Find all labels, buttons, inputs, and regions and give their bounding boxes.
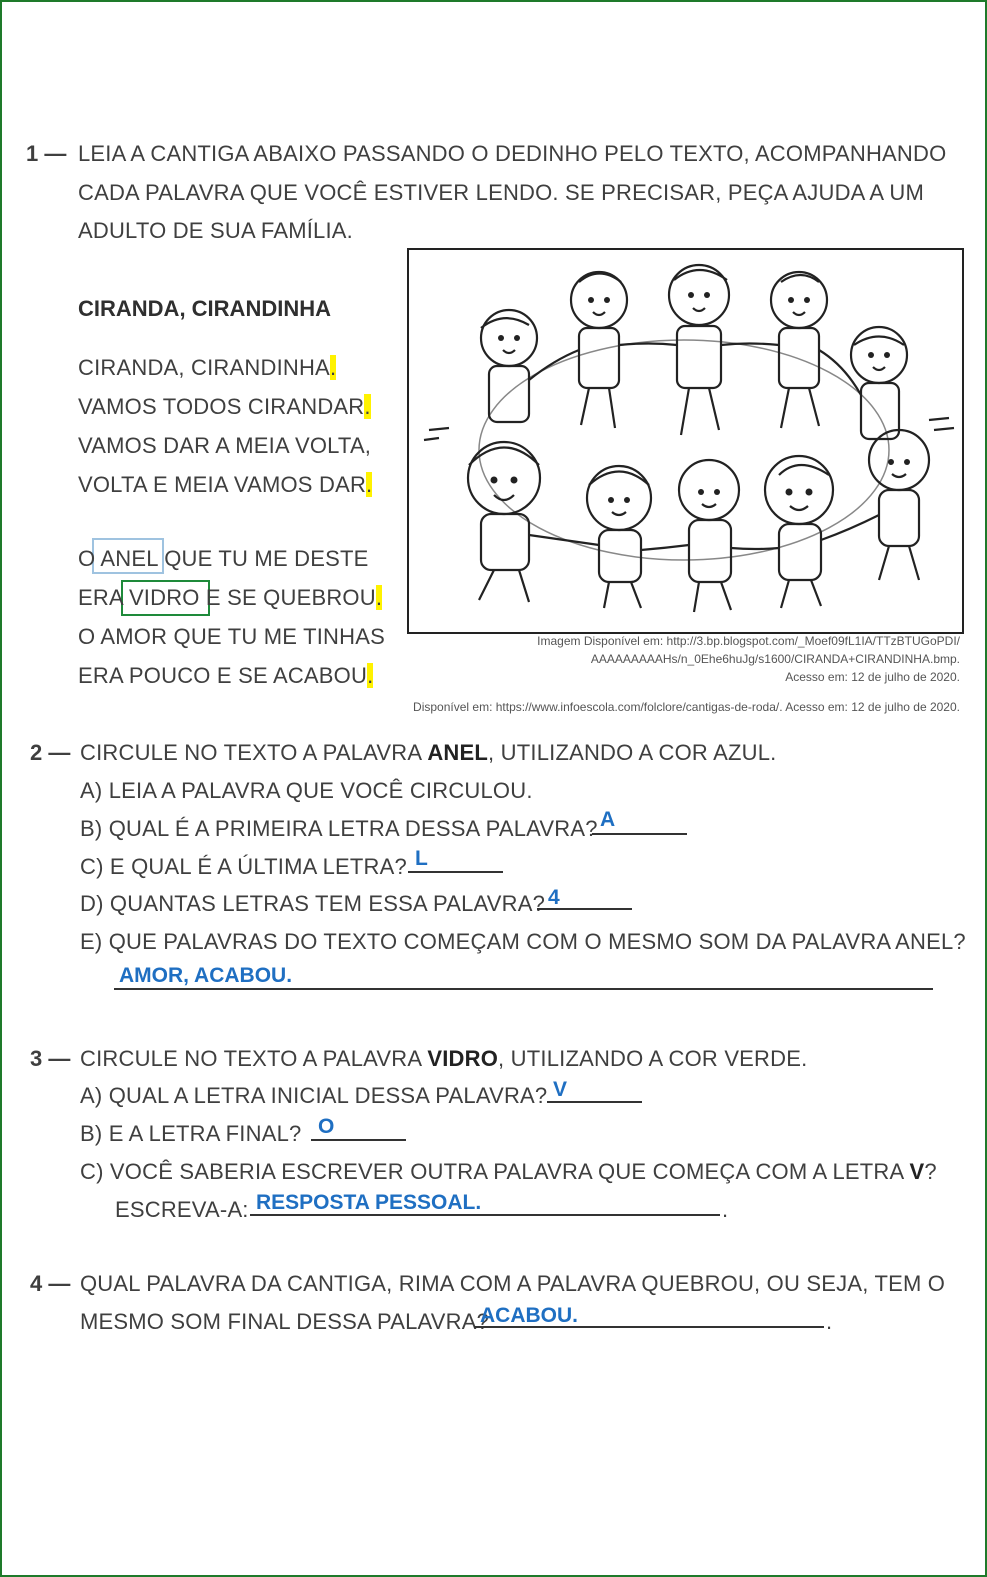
q3-c: C) VOCÊ SABERIA ESCREVER OUTRA PALAVRA QUE COMEÇA COM A LETRA V? xyxy=(80,1159,937,1184)
children-circle-drawing xyxy=(409,250,962,632)
q2-b-answer: A xyxy=(600,808,616,831)
song-line-7: O AMOR QUE TU ME TINHAS xyxy=(78,624,385,649)
song-line-5: O ANEL QUE TU ME DESTE xyxy=(78,546,369,571)
q4-line-1: QUAL PALAVRA DA CANTIGA, RIMA COM A PALAVRA QUEBROU, OU SEJA, TEM O xyxy=(80,1271,946,1296)
q3-c-answer: RESPOSTA PESSOAL. xyxy=(256,1191,482,1214)
q1-line-1: LEIA A CANTIGA ABAIXO PASSANDO O DEDINHO PELO TEXTO, ACOMPANHANDO xyxy=(78,141,947,166)
word-vidro: VIDRO xyxy=(128,585,200,610)
q1-line-3: ADULTO DE SUA FAMÍLIA. xyxy=(78,218,353,243)
q3-c-prompt: ESCREVA-A: xyxy=(115,1197,249,1222)
q3-b: B) E A LETRA FINAL? xyxy=(80,1121,302,1146)
song-line-2: VAMOS TODOS CIRANDAR. xyxy=(78,394,371,419)
q2-e-answer-line[interactable] xyxy=(114,988,933,990)
q4-end: . xyxy=(826,1309,833,1334)
source-credit: Disponível em: https://www.infoescola.com/folclore/cantigas-de-roda/. Acesso em: 12 de julho de 2020. xyxy=(413,700,960,714)
image-credit-line-3: Acesso em: 12 de julho de 2020. xyxy=(785,670,960,684)
song-line-1: CIRANDA, CIRANDINHA. xyxy=(78,355,337,380)
q3-a: A) QUAL A LETRA INICIAL DESSA PALAVRA? xyxy=(80,1083,548,1108)
song-title: CIRANDA, CIRANDINHA xyxy=(78,296,331,321)
q2-d-answer: 4 xyxy=(548,886,560,909)
q4-line-2: MESMO SOM FINAL DESSA PALAVRA? xyxy=(80,1309,490,1334)
q2-c-answer-line[interactable] xyxy=(408,871,503,873)
q2-d: D) QUANTAS LETRAS TEM ESSA PALAVRA? xyxy=(80,891,546,916)
q2-e: E) QUE PALAVRAS DO TEXTO COMEÇAM COM O MESMO SOM DA PALAVRA ANEL? xyxy=(80,929,966,954)
q3-b-answer: O xyxy=(318,1115,335,1138)
image-credit-line-2: AAAAAAAAAHs/n_0Ehe6huJg/s1600/CIRANDA+CIRANDINHA.bmp. xyxy=(590,652,960,666)
q3-c-end: . xyxy=(722,1197,729,1222)
q2-b-answer-line[interactable] xyxy=(592,833,687,835)
q2-c: C) E QUAL É A ÚLTIMA LETRA? xyxy=(80,854,407,879)
q2-e-answer: AMOR, ACABOU. xyxy=(119,964,293,987)
image-credit-line-1: Imagem Disponível em: http://3.bp.blogspot.com/_Moef09fL1IA/TTzBTUGoPDI/ xyxy=(537,634,960,648)
q3-a-answer: V xyxy=(553,1078,568,1101)
q2-a: A) LEIA A PALAVRA QUE VOCÊ CIRCULOU. xyxy=(80,778,533,803)
song-line-6: ERA VIDRO E SE QUEBROU. xyxy=(78,585,383,610)
q2-text: CIRCULE NO TEXTO A PALAVRA ANEL, UTILIZANDO A COR AZUL. xyxy=(80,740,777,765)
word-anel: ANEL xyxy=(100,546,158,571)
q2-number: 2 — xyxy=(30,740,71,765)
ciranda-illustration xyxy=(407,248,964,634)
song-line-8: ERA POUCO E SE ACABOU. xyxy=(78,663,374,688)
song-line-3: VAMOS DAR A MEIA VOLTA, xyxy=(78,433,372,458)
q1-line-2: CADA PALAVRA QUE VOCÊ ESTIVER LENDO. SE PRECISAR, PEÇA AJUDA A UM xyxy=(78,180,925,205)
q2-b: B) QUAL É A PRIMEIRA LETRA DESSA PALAVRA? xyxy=(80,816,598,841)
q4-number: 4 — xyxy=(30,1271,71,1296)
q4-answer: ACABOU. xyxy=(480,1304,578,1327)
q3-text: CIRCULE NO TEXTO A PALAVRA VIDRO, UTILIZANDO A COR VERDE. xyxy=(80,1046,808,1071)
q3-number: 3 — xyxy=(30,1046,71,1071)
q3-b-answer-line[interactable] xyxy=(311,1139,406,1141)
q1-number: 1 — xyxy=(26,141,67,166)
q2-c-answer: L xyxy=(415,847,428,870)
song-line-4: VOLTA E MEIA VAMOS DAR. xyxy=(78,472,373,497)
